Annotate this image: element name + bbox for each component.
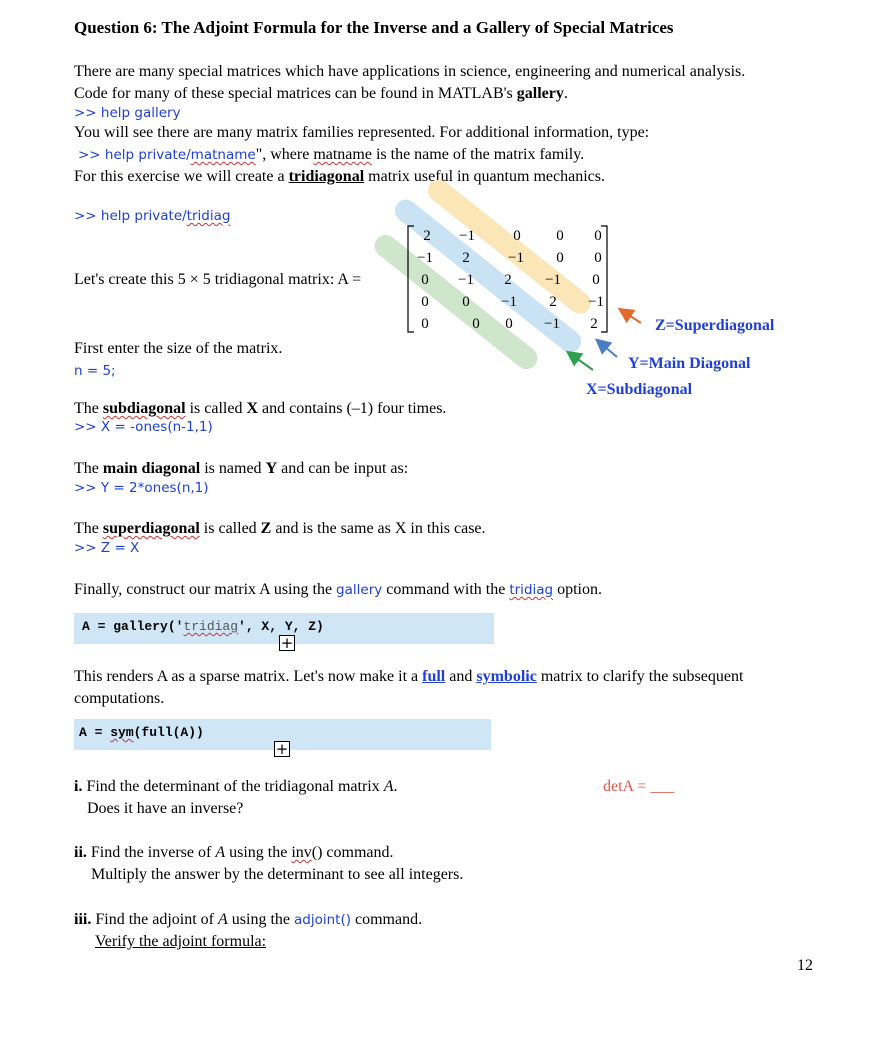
matrix-entry: −1 [501, 294, 517, 310]
matrix-entry: −1 [458, 272, 474, 288]
question-i: i. Find the determinant of the tridiagonal matrix A. [74, 778, 398, 795]
matrix-prompt: Let's create this 5 × 5 tridiagonal matrix: A = [74, 271, 362, 288]
tridiagonal-bold: tridiagonal [288, 168, 365, 185]
finally-text: Finally, construct our matrix A using the gallery command with the tridiag option. [74, 581, 602, 598]
cmd-subdiagonal: >> X = -ones(n-1,1) [74, 419, 213, 435]
expand-icon[interactable]: + [280, 634, 294, 652]
matrix-entry: −1 [459, 228, 475, 244]
matrix-entry: −1 [544, 316, 560, 332]
arrow-subdiagonal [569, 353, 593, 370]
label-subdiagonal: X=Subdiagonal [586, 381, 693, 398]
subdiagonal-text: The subdiagonal is called X and contains (–1) four times. [74, 400, 447, 417]
matrix-entry: 2 [504, 272, 512, 288]
cmd-help-tridiag: >> help private/tridiag [74, 208, 231, 224]
matrix-entry: −1 [417, 250, 433, 266]
matrix-entry: 0 [594, 250, 602, 266]
question-iii-line-2: Verify the adjoint formula: [95, 933, 267, 950]
matrix-entry: 2 [590, 316, 598, 332]
arrow-superdiagonal [621, 310, 641, 323]
matrix-entry: 0 [556, 250, 564, 266]
full-link[interactable]: full [422, 668, 446, 685]
matrix-entry: 2 [423, 228, 431, 244]
matrix-entry: 2 [462, 250, 470, 266]
matrix-entry: −1 [545, 272, 561, 288]
matrix-entry: −1 [588, 294, 604, 310]
intro-line-2: Code for many of these special matrices can be found in MATLAB's gallery. [74, 85, 568, 102]
code-gallery: A = gallery('tridiag', X, Y, Z) [82, 619, 324, 634]
cmd-help-gallery: >> help gallery [74, 105, 181, 121]
matrix-entry: 0 [592, 272, 600, 288]
matrix-entry: 0 [505, 316, 513, 332]
question-iii: iii. Find the adjoint of A using the adjoint() command. [74, 911, 423, 928]
renders-text-2: computations. [74, 690, 165, 707]
size-text: First enter the size of the matrix. [74, 340, 283, 357]
matrix-entry: 0 [421, 316, 429, 332]
main-diagonal-text: The main diagonal is named Y and can be input as: [74, 460, 409, 477]
intro-line-1: There are many special matrices which have applications in science, engineering and numerical analysis. [74, 63, 746, 80]
cmd-superdiagonal: >> Z = X [74, 540, 140, 556]
matrix-entry: 2 [549, 294, 557, 310]
label-superdiagonal: Z=Superdiagonal [655, 317, 775, 334]
cmd-main-diagonal: >> Y = 2*ones(n,1) [74, 480, 209, 496]
intro-private-line: >> help private/matname", where matname is the name of the matrix family. [78, 146, 585, 163]
superdiagonal-text: The superdiagonal is called Z and is the same as X in this case. [74, 520, 486, 537]
symbolic-link[interactable]: symbolic [476, 668, 537, 685]
page-number: 12 [797, 957, 813, 974]
intro-line-4: For this exercise we will create a tridiagonal matrix useful in quantum mechanics. [74, 168, 605, 185]
matrix-entry: 0 [462, 294, 470, 310]
code-sym: A = sym(full(A)) [79, 725, 204, 740]
renders-text-1: This renders A as a sparse matrix. Let's now make it a full and symbolic matrix to clarify the subsequent [74, 668, 744, 685]
intro-line-3: You will see there are many matrix families represented. For additional information, type: [74, 124, 650, 141]
matrix-entry: 0 [556, 228, 564, 244]
question-i-line-2: Does it have an inverse? [87, 800, 244, 817]
matrix-entry: 0 [472, 316, 480, 332]
matrix-entry: −1 [508, 250, 524, 266]
question-ii-line-2: Multiply the answer by the determinant to see all integers. [91, 866, 464, 883]
gallery-bold: gallery [516, 85, 564, 102]
det-answer: detA = ___ [603, 778, 675, 795]
matrix-entry: 0 [421, 294, 429, 310]
page-title: Question 6: The Adjoint Formula for the Inverse and a Gallery of Special Matrices [74, 18, 674, 37]
expand-icon[interactable]: + [275, 740, 289, 758]
matrix-entry: 0 [513, 228, 521, 244]
label-main-diagonal: Y=Main Diagonal [628, 355, 751, 372]
matrix-entry: 0 [594, 228, 602, 244]
question-ii: ii. Find the inverse of A using the inv() command. [74, 844, 394, 861]
arrow-main-diagonal [598, 341, 617, 357]
matrix-entry: 0 [421, 272, 429, 288]
cmd-size: n = 5; [74, 363, 116, 379]
